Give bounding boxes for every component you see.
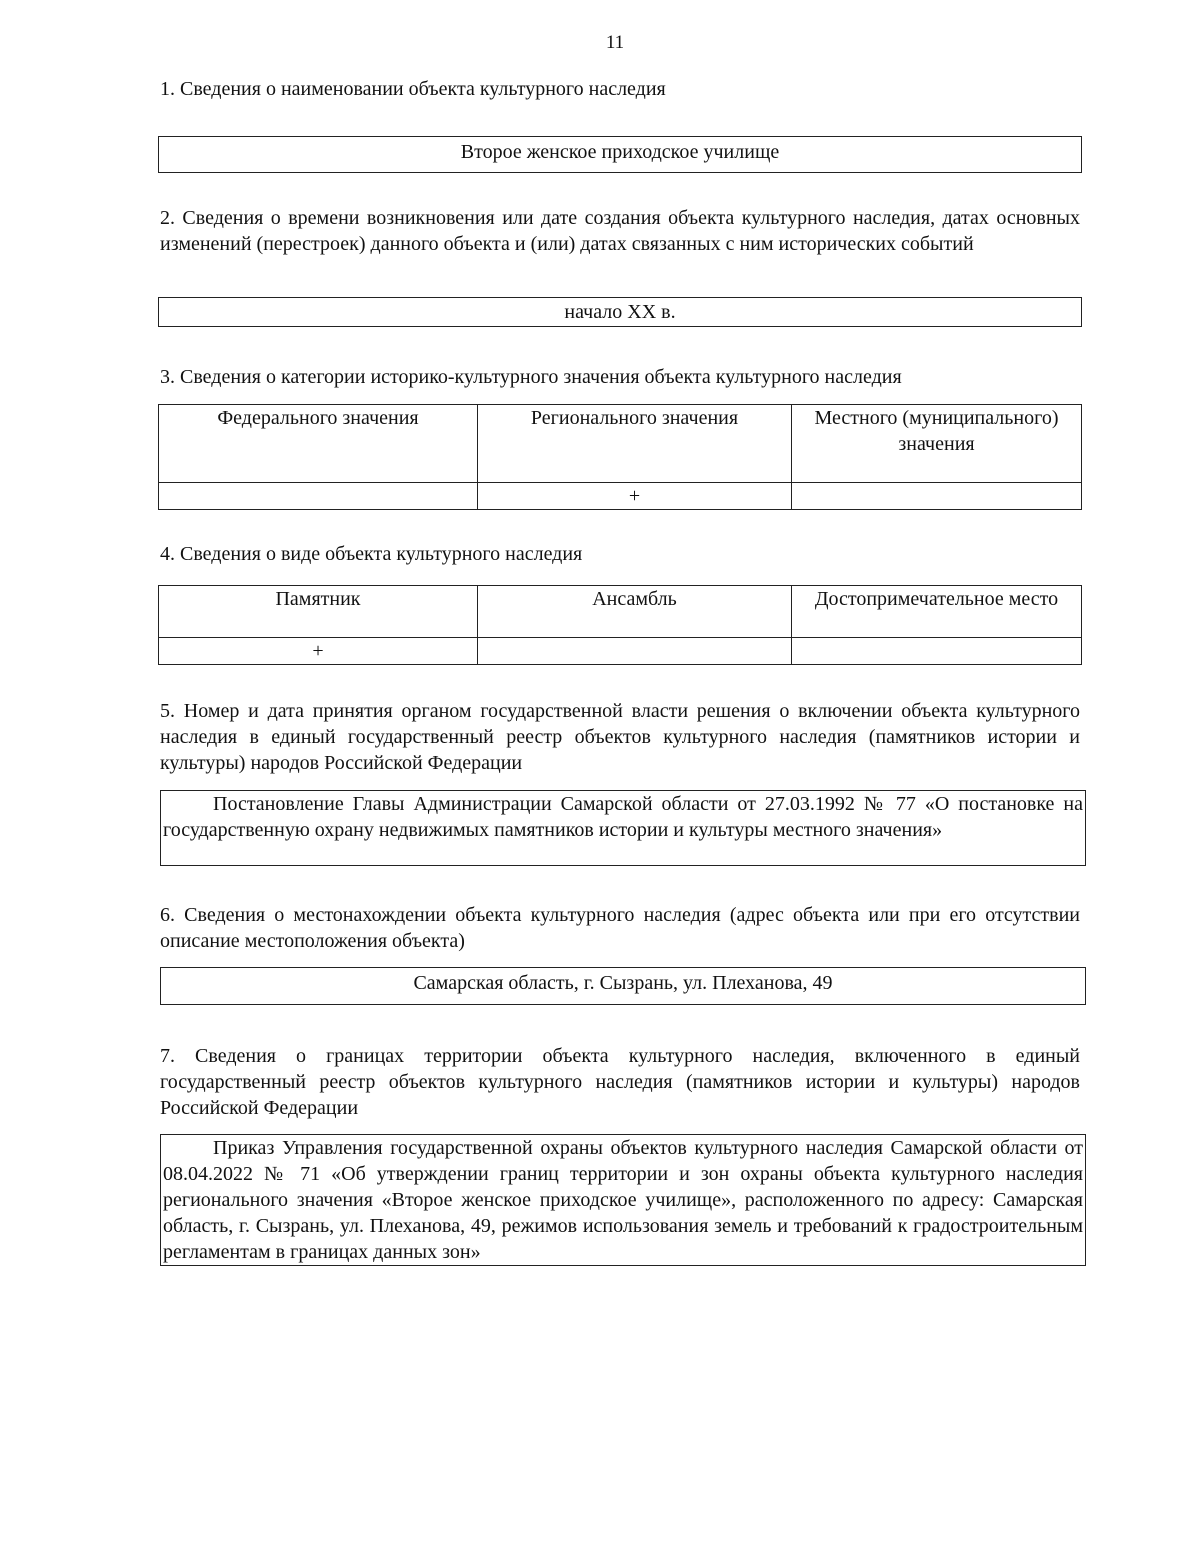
section-5-title: 5. Номер и дата принятия органом государственной власти решения о включении объекта культурного наследия в единый государственный реестр объектов культурного наследия (памятников истории и культуры) народов Российской Федерации (160, 700, 1080, 774)
creation-date-value: начало XX в. (564, 301, 676, 323)
type-mark-landmark (792, 638, 1082, 665)
object-type-table (158, 585, 1082, 665)
type-header-ensemble: Ансамбль (478, 586, 792, 638)
section-1-title: 1. Сведения о наименовании объекта культурного наследия (160, 78, 666, 100)
section-3-title: 3. Сведения о категории историко-культурного значения объекта культурного наследия (160, 366, 902, 388)
category-mark-local (792, 483, 1082, 510)
registry-decision-box (160, 790, 1086, 866)
category-mark-federal (159, 483, 478, 510)
category-header-regional: Регионального значения (478, 405, 792, 483)
creation-date-box (158, 297, 1082, 327)
category-mark-regional: + (478, 483, 792, 510)
territory-boundaries-box (160, 1134, 1086, 1266)
territory-boundaries-value: Приказ Управления государственной охраны объектов культурного наследия Самарской области от 08.04.2022 № 71 «Об утверждении границ территории и зон охраны объекта культурного наследия регионального значения «Второе женское приходское училище», расположенного по адресу: Самарская область, г. Сызрань, ул. Плеханова, 49, режимов использования земель и требований к градостроительным регламентам в границах данных зон» (163, 1137, 1083, 1263)
page-number: 11 (605, 32, 625, 53)
section-6-title: 6. Сведения о местонахождении объекта культурного наследия (адрес объекта или при его отсутствии описание местоположения объекта) (160, 904, 1080, 952)
location-value: Самарская область, г. Сызрань, ул. Плеханова, 49 (413, 972, 833, 994)
object-name-box (158, 136, 1082, 173)
type-mark-monument: + (159, 638, 478, 665)
significance-category-table (158, 404, 1082, 510)
category-header-federal: Федерального значения (159, 405, 478, 483)
section-4-title: 4. Сведения о виде объекта культурного наследия (160, 543, 583, 565)
type-header-monument: Памятник (159, 586, 478, 638)
category-header-local: Местного (муниципального) значения (792, 405, 1082, 483)
section-2-title: 2. Сведения о времени возникновения или дате создания объекта культурного наследия, датах основных изменений (перестроек) данного объекта и (или) датах связанных с ним исторических событий (160, 207, 1080, 255)
section-7-title: 7. Сведения о границах территории объекта культурного наследия, включенного в единый государственный реестр объектов культурного наследия (памятников истории и культуры) народов Российской Федерации (160, 1045, 1080, 1119)
registry-decision-value: Постановление Главы Администрации Самарской области от 27.03.1992 № 77 «О постановке на государственную охрану недвижимых памятников истории и культуры местного значения» (163, 793, 1083, 841)
object-name-value: Второе женское приходское училище (460, 141, 780, 163)
type-mark-ensemble (478, 638, 792, 665)
type-header-landmark: Достопримечательное место (792, 586, 1082, 638)
location-box (160, 967, 1086, 1005)
